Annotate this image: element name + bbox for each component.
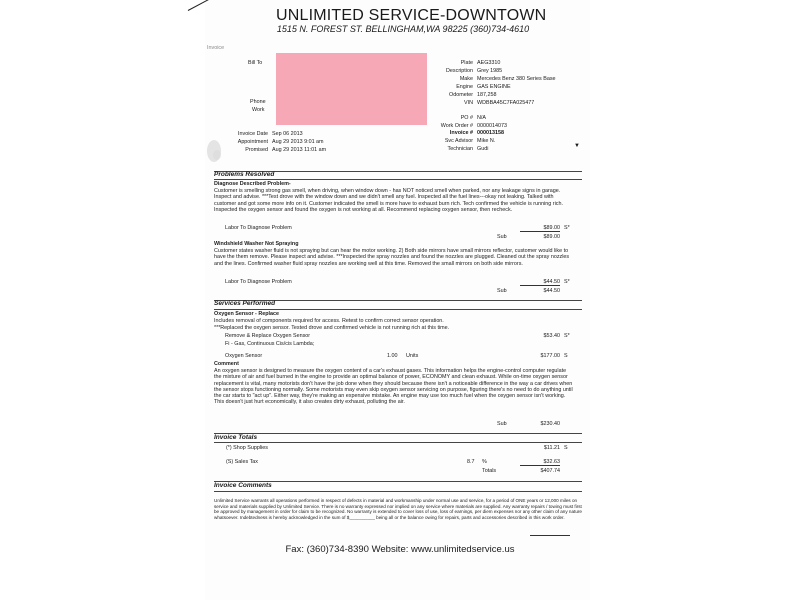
sales-tax-label: (S) Sales Tax <box>226 459 258 465</box>
scan-smudge <box>213 150 221 160</box>
total-amount: $407.74 <box>540 468 560 474</box>
vehicle-description-value: Grey 1985 <box>477 68 503 74</box>
sales-tax-amount: $32.63 <box>520 459 560 466</box>
service-labor-flag: S* <box>564 333 570 339</box>
service-labor-detail: Fi - Gas, Continuous Cis/cis Lambda; <box>225 341 315 347</box>
vehicle-engine-value: GAS ENGINE <box>477 84 511 90</box>
problem-labor-amount: $89.00 <box>520 225 560 232</box>
section-divider <box>214 491 582 492</box>
problem-description: Customer is smelling strong gas smell, when driving, when window down - has NOT noticed smell when parked, nor any leakage signs in garage. Inspect and advise. ***Test drove with the window down and we didn't smell any fuel. Inspected all the fuel lines---okay not leaking. Talked with customer and got some more info on it. Customer indicated the smell is more have to exhaust burn rich. Tech confirmed the vehicle is running rich. Inspected the oxygen sensor and found the oxygen is not working at all. Recommend replacing oxygen sensor, then recheck. <box>214 188 563 213</box>
comment-label: Comment <box>214 361 239 367</box>
part-unit: Units <box>406 353 419 359</box>
section-divider <box>214 442 582 443</box>
technician-label: Technician <box>447 146 473 152</box>
vehicle-odometer-label: Odometer <box>449 92 473 98</box>
vehicle-description-label: Description <box>446 68 473 74</box>
appointment-label: Appointment <box>237 139 268 145</box>
service-description: Includes removal of components required for access. Retest to confirm correct sensor operation. <box>214 318 444 324</box>
total-label: Totals <box>482 468 497 474</box>
company-name: UNLIMITED SERVICE-DOWNTOWN <box>276 7 547 24</box>
invoice-corner-label: Invoice <box>207 45 225 51</box>
vehicle-vin-label: VIN <box>464 100 473 106</box>
svc-advisor-value: Mike N. <box>477 138 496 144</box>
bill-to-label: Bill To <box>248 60 263 66</box>
part-amount: $177.00 <box>540 353 560 359</box>
shop-supplies-flag: S <box>564 445 568 451</box>
corner-arrow-icon: ▼ <box>574 143 580 149</box>
invoice-date-label: Invoice Date <box>238 131 268 137</box>
svc-advisor-label: Svc Advisor <box>444 138 473 144</box>
company-address: 1515 N. FOREST ST. BELLINGHAM,WA 98225 (360)734-4610 <box>276 24 530 34</box>
section-divider <box>214 179 582 180</box>
phone-label: Phone <box>250 99 266 105</box>
totals-heading: Invoice Totals <box>214 434 258 441</box>
service-sub-label: Sub <box>497 421 507 427</box>
service-sub-amount: $230.40 <box>540 421 560 427</box>
po-value: N/A <box>477 115 486 121</box>
service-note: ***Replaced the oxygen sensor. Tested drove and confirmed vehicle is not running rich at this time. <box>214 325 450 331</box>
service-labor-amount: $53.40 <box>543 333 560 339</box>
sales-tax-percent: % <box>482 459 487 465</box>
vehicle-make-value: Mercedes Benz 380 Series Base <box>477 76 556 82</box>
vehicle-engine-label: Engine <box>456 84 473 90</box>
po-label: PO # <box>460 115 473 121</box>
services-heading: Services Performed <box>214 300 276 307</box>
signature-line <box>530 535 570 536</box>
footer-contact: Fax: (360)734-8390 Website: www.unlimitedservice.us <box>285 544 515 555</box>
comments-heading: Invoice Comments <box>214 482 272 489</box>
appointment-value: Aug 29 2013 9:01 am <box>272 139 324 145</box>
shop-supplies-label: (*) Shop Supplies <box>226 445 268 451</box>
vehicle-plate-value: AEG3310 <box>477 60 501 66</box>
sales-tax-rate: 8.7 <box>467 459 475 465</box>
service-title: Oxygen Sensor - Replace <box>214 311 280 317</box>
problem-sub-label: Sub <box>497 234 507 240</box>
problem-labor-label: Labor To Diagnose Problem <box>225 225 292 231</box>
technician-value: Gudi <box>477 146 489 152</box>
problem-labor-amount: $44.50 <box>520 279 560 286</box>
shop-supplies-amount: $11.21 <box>543 445 560 451</box>
vehicle-make-label: Make <box>459 76 473 82</box>
vehicle-vin-value: WDBBA45C7FA025477 <box>477 100 535 106</box>
invoice-number-value: 000013158 <box>477 130 504 136</box>
problem-labor-flag: S* <box>564 279 570 285</box>
work-order-label: Work Order # <box>440 123 473 129</box>
part-qty: 1.00 <box>387 353 398 359</box>
problems-heading: Problems Resolved <box>214 171 275 178</box>
problem-labor-label: Labor To Diagnose Problem <box>225 279 292 285</box>
part-name: Oxygen Sensor <box>225 353 263 359</box>
vehicle-plate-label: Plate <box>460 60 473 66</box>
problem-title: Diagnose Described Problem- <box>214 181 291 187</box>
service-comment: An oxygen sensor is designed to measure the oxygen content of a car's exhaust gases. This information helps the engine-control computer regulate the mixture of air and fuel burned in the engine to provide an optimal balance of power, ECONOMY and clean exhaust. While on-time oxygen sensor replacement is vital, many motorists don't have the job done when they should because there isn't a noticeable difference in the way a car drives when the sensor stops functioning normally. Some motorists may even skip oxygen sensor servicing on purpose, figuring there's no need to do anything until the car starts to "act up". Either way, they're making an expensive mistake. An engine may use too much fuel when the oxygen sensor isn't working. This doesn't just hurt economically, it also creates dirty exhaust, polluting the air. <box>214 368 573 406</box>
problem-sub-amount: $44.50 <box>543 288 560 294</box>
part-flag: S <box>564 353 568 359</box>
problem-sub-amount: $89.00 <box>543 234 560 240</box>
invoice-number-label: Invoice # <box>449 130 473 136</box>
work-order-value: 0000014073 <box>477 123 507 129</box>
section-divider <box>214 309 582 310</box>
problem-labor-flag: S* <box>564 225 570 231</box>
promised-label: Promised <box>245 147 268 153</box>
problem-description: Customer states washer fluid is not spraying but can hear the motor working. 2) Both side mirrors have small mirrors reflector, customer would like to have the them remove. Please inspect and advise. ***Inspected the spray nozzles and found the nozzles are plugged. Cleaned out the spray nozzles and the lines. Confirmed washer fluid spray nozzles are working well at this time. Removed the small mirrors on both side mirrors. <box>214 248 570 267</box>
invoice-date-value: Sep 06 2013 <box>272 131 303 137</box>
service-labor-line: Remove & Replace Oxygen Sensor <box>225 333 311 339</box>
problem-title: Windshield Washer Not Spraying <box>214 241 299 247</box>
promised-value: Aug 29 2013 11:01 am <box>272 147 327 153</box>
problem-sub-label: Sub <box>497 288 507 294</box>
warranty-text: Unlimited Service warrants all operations performed in respect of defects in material and workmanship under normal use and service, for a period of ONE years or 12,000 miles on service and materials supplied by Unlimited Service. There is no warranty expressed nor implied on any service where materials are supplied. Any warranty repairs / towing must first be approved by management in order for claim to be recognized. No warranty is extended to cover loss of use, loss of earnings, per diem expenses nor any other claim of any nature whatsoever. Indebtedness is hereby acknowledged in the sum of $__________ being all or the balance owing for repairs, parts and accessories described in this work order. <box>214 498 582 520</box>
work-label: Work <box>252 107 265 113</box>
redacted-customer-block <box>276 53 427 125</box>
vehicle-odometer-value: 187,258 <box>477 92 497 98</box>
